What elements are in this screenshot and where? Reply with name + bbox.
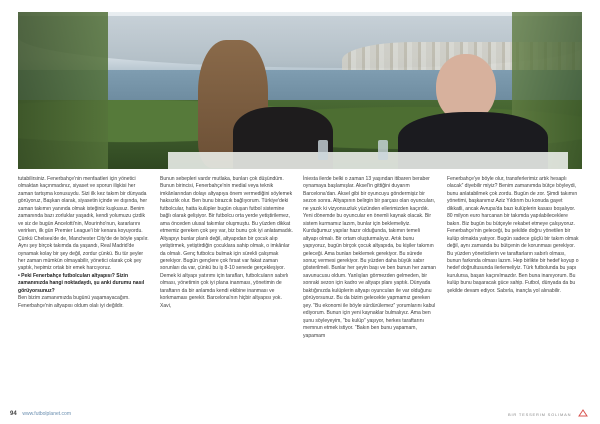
paragraph: Ben bizim zamanımızda bugünü yaşamayacağım. Fenerbahçe'nin altyapısı oldum olalı iyi değildir. xyxy=(18,295,130,309)
photo-table xyxy=(168,152,568,169)
interview-photo xyxy=(18,12,582,169)
article-column-1 xyxy=(18,176,151,310)
running-title: BIR TESSERIM SOLIMAN xyxy=(508,412,572,417)
photo-glass xyxy=(378,140,388,160)
question-heading: • Peki Fenerbahçe futbolcuları altyapısı? Sizin zamanınızda hangi noktadaydı, şu anki durumu nasıl görüyorsunuz? xyxy=(18,272,145,294)
page-footer xyxy=(10,411,71,417)
photo-glass xyxy=(318,140,328,160)
paragraph: İniesta ilerde belki o zaman 13 yaşından itibaren beraber oynamaya başlamışlar. Aksel'in gittiğini duyarım Barcelona'dan. Aksel gibi bir oyuncuyu göndermişiz bir sezon sonra. Altyapının belirgin bir parçası olan oyuncuları, ne yazık ki vizyonsuzluk yüzünden ellerimizden kaçırdık. Yeni dönemde bu oyuncular en önemli kaynak olacak. Bir sistem kurmamız lazım, bunlar için beklemeliyiz. Kurduğumuz yapılar hazır olduğunda, takımın temeli altyapı olmalı. Bir ortam oluşturmalıyız. Artık bunu yapıyoruz, bugün birçok çocuk altyapıda, bu kişiler takımın geleceği. Ama bunları beklemek gerekiyor. Bu sürede sonuç vermesi gerekiyor. Bu yüzden daha büyük sabır gösterilmeli. Bunlar her şeyin başı ve ben bunun her zaman savunucusu oldum. Yanlışları görmezden gelmeden, bir sonraki sezon için kadro ve altyapı planı yaptık. Dünyada baktığınızda kulüplerin altyapı oyuncuları ile var olduğunu görüyorsunuz. Bu da bizim gelecekte yapmamız gereken şey. “Bu ekonomi ile böyle sürdürülemez” yorumlarını kabul ediyorum. Bunun için yeni kaynaklar bulmalıyız. Ama ben şunu söyleyeyim, “bu kulüp” yaşıyor, herkes taraftarını memnun etmek istiyor. “Bakın ben bunu yapamam, yapamam xyxy=(303,176,436,339)
magazine-logo-icon xyxy=(578,409,588,417)
paragraph: Fenerbahçe'ye böyle olur, transferlerimiz artık hesaplı olacak” diyebilir miyiz? Benim zamanımda bütçe böyleydi, bunu anlatabilmek çok zordu. Bugün de zor. Şimdi takımın yönetimi, başkanımız Aziz Yıldırım bu konuda gayet dikkatli, ancak Avrupa'da bazı kulüplerin kasası boşalıyor. 80 milyon euro harcanan bir takımda yapılabileceklere bakın. Biz bugün bu bütçeyle rekabet etmeye çalışıyoruz. Fenerbahçe'nin geleceği, bu şekilde doğru yönetilen bir kulüp olmakta yatıyor. Bugün sadece güçlü bir takım olmak değil, aynı zamanda bu bütçenin de korunması gerekiyor. Bu yüzden yöneticilerin ve taraftarların sabırlı olması, bunun farkında olması lazım. Hep birlikte bir hedef koyup o hedef doğrultusunda ilerlemeliyiz. Türk futbolunda bu yapı kurulursa, başarı kaçınılmazdır. Ben buna inanıyorum. Bu kulüp bunu başaracak güce sahip. Futbol, dünyada da bu şekilde devam ediyor. Sabırla, inançla yol alınabilir. xyxy=(447,176,579,294)
paragraph: Bunun sebepleri vardır mutlaka, bunları çok düşündüm. Bunun birincisi, Fenerbahçe'nin medial veya teknik imkânlarından dolayı altyapıya önem vermediğini söylemek haksızlık olur. Ben bunu birazcık bağlıyorum. Türkiye'deki futbolcular, hatta kulüpler bugün oluşan futbol sistemine bağlı olarak gelişiyor. Bir futbolcu orta yerde yetiştirilemez, ama önceden ulusal takımlar oluşmuştu. Bu yüzden dikkat etmemiz gereken çok şey var, biz bunu çok iyi anlatamadık. Altyapıyı bunlar planlı değil, altyapıdan bir çocuk alıp yetiştirmek, yetiştirdiğin çocuklara sahip olmak, o imkânlar da olmalı. Genç futbolcu bulmak için sürekli çalışmak gerekiyor. Bugün gençlere çok fırsat var fakat zaman sorunları da var, çünkü bu iş 8-10 senede gerçekleşiyor. Demek ki altyapı yatırımı için tarafları, futbolcuların sabırlı olması, yönetimin çok iyi plana inanması, yönetimin de taraftarın da bir anlamda kendi ekibine inanması ve korkmaması gerekir. Barcelona'nın hiçbir altyapısı yok. Xavi, xyxy=(160,176,293,309)
paragraph: tutabilirsiniz. Fenerbahçe'nin menfaatleri için yönetici olmaktan kaçınmadınız, siyaset ve sporun ilişkisi her zaman tartışma konusuydu. Sizi ilk kez takım bir dünyada görüyoruz, Başkan olarak, siyasetin içinde ve dışında, her zaman takımın yanında olmak isteğiniz kuşkusuz. Benim zamanında bazı zorluklar yaşadık, kendi yolumuzu çizdik ve siz de bugün Ancelotti'nin, Mourinho'nun, kararlarını verirken, ilk gün Premier League'i bir kenara koyuyordu. Çünkü Chelsea'de de, Manchester City'de de böyle yapılır. Aynı şey birçok takımda da yaşandı, Real Madrid'de oynamak kolay bir şey değil, zordur çünkü. Bu tür şeyler her zaman mümkün olmayabilir, yönetici olarak çok şey yaptık, hepimiz ortak bir emek harcıyoruz. xyxy=(18,176,149,272)
article-column-2 xyxy=(160,176,293,310)
photo-tree-left xyxy=(18,12,108,169)
article-column-3 xyxy=(303,176,436,340)
page-number: 94 xyxy=(10,411,17,417)
article-column-4 xyxy=(447,176,580,295)
website-link[interactable]: www.futbolplanet.com xyxy=(22,411,71,417)
